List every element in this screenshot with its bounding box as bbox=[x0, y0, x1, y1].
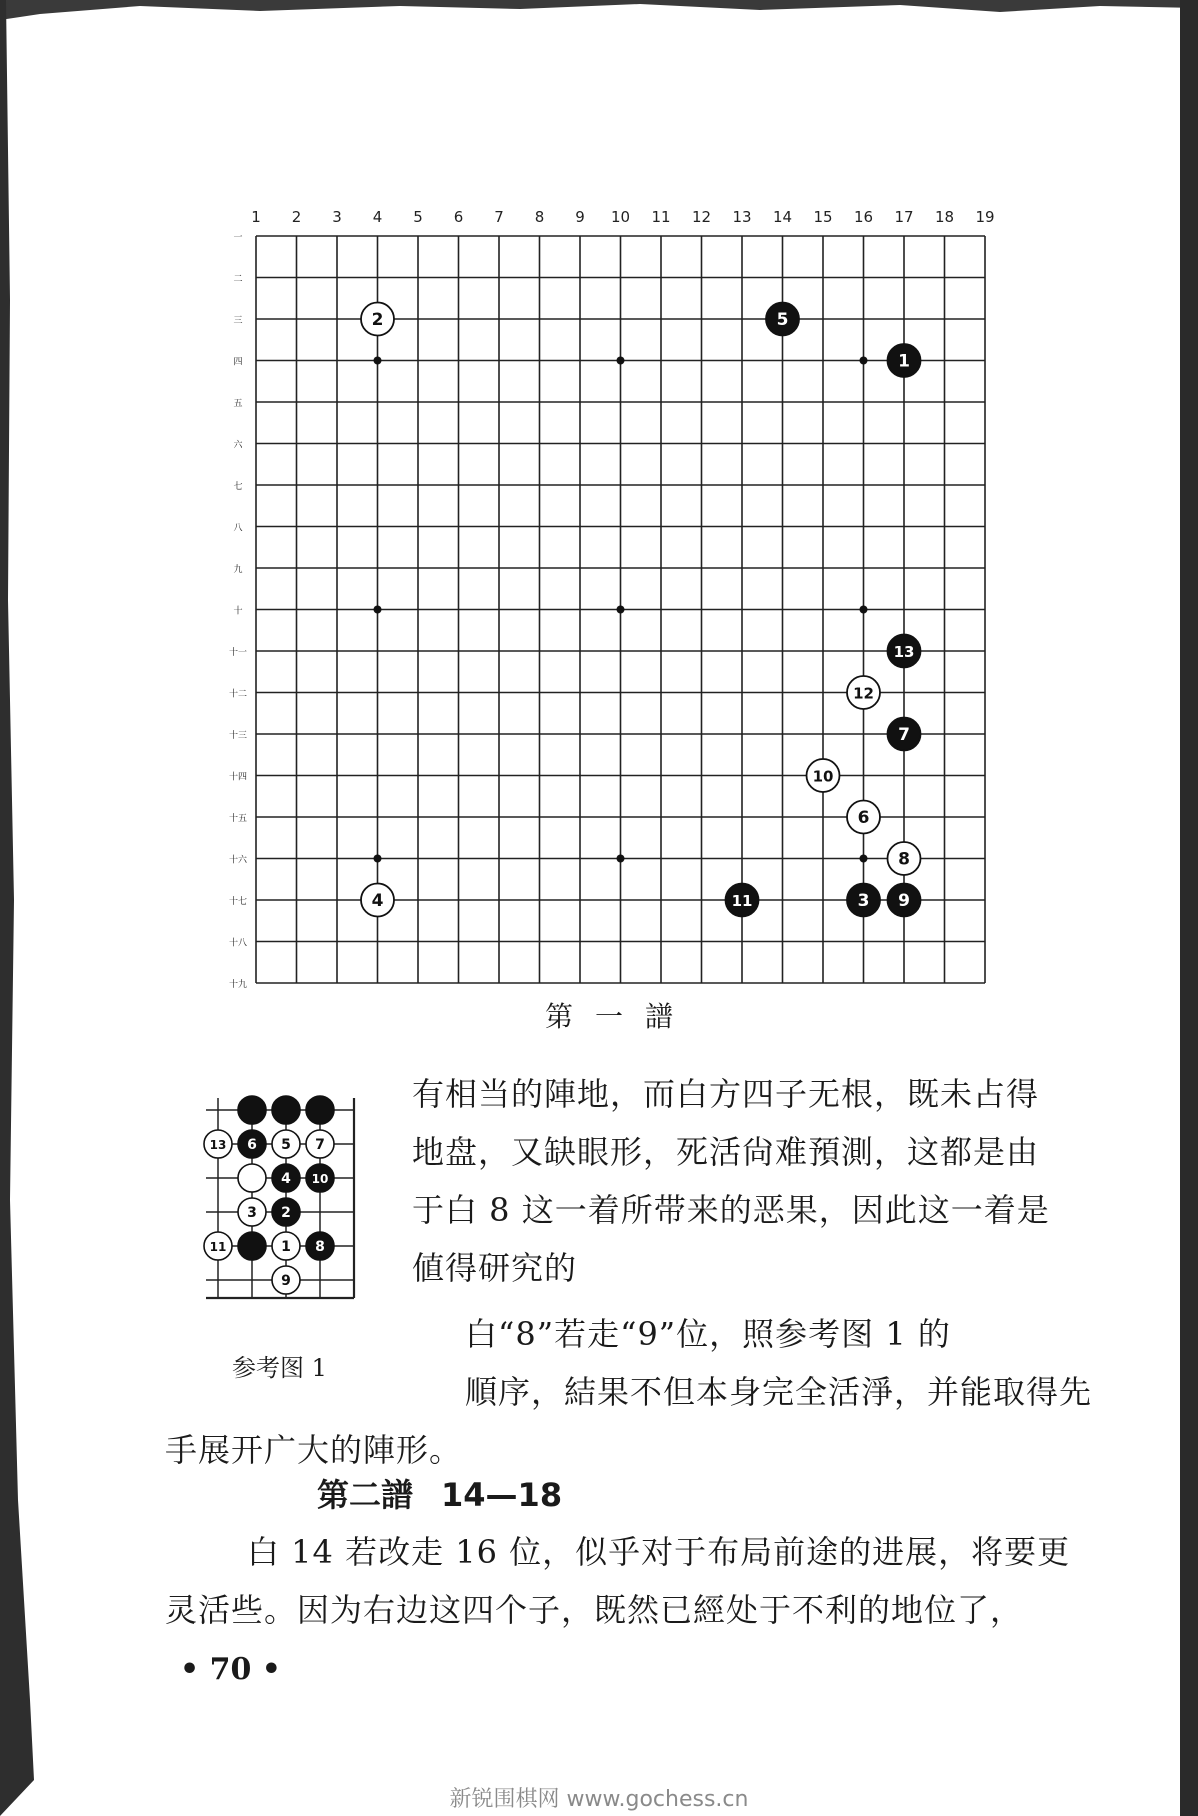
column-label: 13 bbox=[732, 208, 752, 226]
row-label: 一 bbox=[233, 233, 243, 243]
row-label: 六 bbox=[233, 440, 243, 451]
row-label: 十六 bbox=[228, 855, 248, 866]
move-number: 11 bbox=[209, 1240, 227, 1254]
text-line: 白 14 若改走 16 位，似乎对于布局前途的进展，将要更 bbox=[247, 1533, 1071, 1571]
move-number: 6 bbox=[857, 808, 870, 828]
ref-stone-7 bbox=[306, 1130, 334, 1158]
move-number: 1 bbox=[281, 1239, 291, 1255]
row-label: 三 bbox=[233, 316, 243, 326]
text-line: 于白 8 这一着所带来的恶果，因此这一着是 bbox=[412, 1191, 1050, 1229]
move-number: 13 bbox=[893, 643, 915, 661]
text-line: 手展开广大的陣形。 bbox=[165, 1431, 463, 1469]
move-number: 8 bbox=[898, 849, 910, 870]
move-number: 13 bbox=[209, 1138, 227, 1152]
column-label: 15 bbox=[813, 208, 833, 226]
move-number: 4 bbox=[371, 891, 384, 911]
black-stone bbox=[238, 1096, 266, 1124]
stone-move-3 bbox=[847, 884, 880, 917]
stone-move-5 bbox=[766, 303, 799, 336]
stone-move-7 bbox=[888, 718, 921, 751]
section-heading bbox=[317, 1470, 562, 1516]
stone-move-1 bbox=[888, 344, 921, 377]
column-label: 14 bbox=[772, 208, 793, 226]
row-label: 十二 bbox=[228, 689, 248, 700]
ref-stone-6 bbox=[238, 1130, 266, 1158]
ref-stone bbox=[238, 1232, 266, 1260]
move-number: 7 bbox=[898, 725, 910, 745]
paragraph-reference bbox=[165, 1305, 1093, 1479]
move-number: 9 bbox=[898, 891, 910, 911]
ref-stone bbox=[306, 1096, 334, 1124]
ref-stone-4 bbox=[272, 1164, 300, 1192]
move-number: 11 bbox=[731, 892, 753, 910]
star-point bbox=[860, 855, 868, 863]
row-label: 二 bbox=[233, 274, 243, 285]
column-label: 16 bbox=[853, 208, 874, 226]
move-number: 9 bbox=[281, 1273, 291, 1289]
move-number: 2 bbox=[371, 310, 384, 330]
move-number: 12 bbox=[853, 684, 874, 703]
stone-move-11 bbox=[726, 884, 759, 917]
row-label: 十九 bbox=[228, 980, 248, 990]
move-number: 3 bbox=[247, 1205, 257, 1221]
paragraph-continuation bbox=[412, 1065, 1072, 1297]
move-number: 5 bbox=[776, 310, 789, 330]
heading-title: 第二譜 bbox=[317, 1476, 414, 1514]
text-line: 白“8”若走“9”位，照参考图 1 的 bbox=[465, 1315, 951, 1353]
ref-stone-10 bbox=[306, 1164, 334, 1192]
ref-stone-3 bbox=[238, 1198, 266, 1226]
row-label: 七 bbox=[233, 482, 243, 492]
column-label: 5 bbox=[413, 208, 423, 226]
move-number: 1 bbox=[898, 351, 910, 372]
move-number: 7 bbox=[315, 1137, 325, 1153]
column-label: 6 bbox=[453, 208, 464, 226]
move-number: 6 bbox=[247, 1137, 257, 1153]
column-label: 2 bbox=[291, 208, 302, 226]
ref-stone-1 bbox=[272, 1232, 300, 1260]
star-point bbox=[374, 855, 382, 863]
move-number: 8 bbox=[315, 1239, 325, 1255]
row-label: 十五 bbox=[228, 814, 248, 824]
stone-move-9 bbox=[888, 884, 921, 917]
star-point bbox=[860, 357, 868, 365]
row-label: 八 bbox=[233, 523, 243, 534]
row-label: 五 bbox=[233, 399, 243, 409]
black-stone bbox=[238, 1232, 266, 1260]
ref-stone bbox=[238, 1164, 266, 1192]
ref-stone-11 bbox=[204, 1232, 232, 1260]
column-label: 11 bbox=[651, 208, 671, 226]
column-label: 1 bbox=[251, 208, 261, 226]
watermark: 新锐围棋网 www.gochess.cn bbox=[449, 1787, 749, 1812]
move-number: 5 bbox=[281, 1137, 291, 1153]
ref-stone-8 bbox=[306, 1232, 334, 1260]
ref-stone-2 bbox=[272, 1198, 300, 1226]
text-line: 有相当的陣地，而白方四子无根，既未占得 bbox=[412, 1075, 1040, 1113]
reference-caption: 参考图 1 bbox=[232, 1354, 327, 1382]
star-point bbox=[860, 606, 868, 614]
text-line: 灵活些。因为右边这四个子，既然已經处于不利的地位了， bbox=[165, 1591, 1024, 1629]
row-label: 十四 bbox=[228, 772, 248, 783]
star-point bbox=[617, 357, 625, 365]
row-label: 十八 bbox=[228, 938, 248, 949]
stone-move-10 bbox=[807, 759, 840, 792]
black-stone bbox=[272, 1096, 300, 1124]
column-label: 10 bbox=[610, 208, 631, 226]
stone-move-2 bbox=[361, 303, 394, 336]
row-label: 十 bbox=[233, 606, 243, 617]
stone-move-12 bbox=[847, 676, 880, 709]
ref-stone-13 bbox=[204, 1130, 232, 1158]
row-label: 十一 bbox=[228, 648, 248, 658]
column-label: 3 bbox=[332, 208, 342, 226]
stone-move-8 bbox=[888, 842, 921, 875]
move-number: 2 bbox=[281, 1205, 291, 1221]
page-number: • 70 • bbox=[180, 1652, 281, 1687]
row-label: 九 bbox=[233, 565, 243, 575]
white-stone bbox=[238, 1164, 266, 1192]
column-label: 18 bbox=[934, 208, 955, 226]
column-label: 4 bbox=[372, 208, 383, 226]
ref-stone bbox=[272, 1096, 300, 1124]
move-number: 10 bbox=[812, 767, 834, 786]
black-stone bbox=[306, 1096, 334, 1124]
column-label: 12 bbox=[691, 208, 712, 226]
ref-stone bbox=[238, 1096, 266, 1124]
move-number: 10 bbox=[311, 1172, 329, 1186]
move-number: 3 bbox=[857, 891, 870, 911]
text-line: 順序，結果不但本身完全活淨，并能取得先 bbox=[465, 1373, 1093, 1411]
star-point bbox=[374, 357, 382, 365]
column-label: 7 bbox=[494, 208, 504, 226]
text-line: 値得研究的 bbox=[412, 1249, 578, 1287]
ref-stone-9 bbox=[272, 1266, 300, 1294]
reference-diagram bbox=[190, 1080, 390, 1340]
star-point bbox=[374, 606, 382, 614]
column-label: 17 bbox=[894, 208, 914, 226]
star-point bbox=[617, 606, 625, 614]
stone-move-6 bbox=[847, 801, 880, 834]
ref-stone-5 bbox=[272, 1130, 300, 1158]
column-label: 8 bbox=[534, 208, 545, 226]
row-label: 四 bbox=[233, 357, 243, 368]
star-point bbox=[617, 855, 625, 863]
column-label: 9 bbox=[575, 208, 585, 226]
row-label: 十七 bbox=[228, 897, 248, 907]
row-label: 十三 bbox=[228, 731, 248, 741]
heading-range: 14—18 bbox=[441, 1476, 563, 1514]
stone-move-4 bbox=[361, 884, 394, 917]
move-number: 4 bbox=[281, 1171, 291, 1187]
column-label: 19 bbox=[975, 208, 995, 226]
text-line: 地盘，又缺眼形，死活尙难預測，这都是由 bbox=[412, 1133, 1040, 1171]
stone-move-13 bbox=[888, 635, 921, 668]
diagram-caption: 第一譜 bbox=[544, 1000, 695, 1033]
paragraph-second-diagram bbox=[165, 1523, 1075, 1639]
